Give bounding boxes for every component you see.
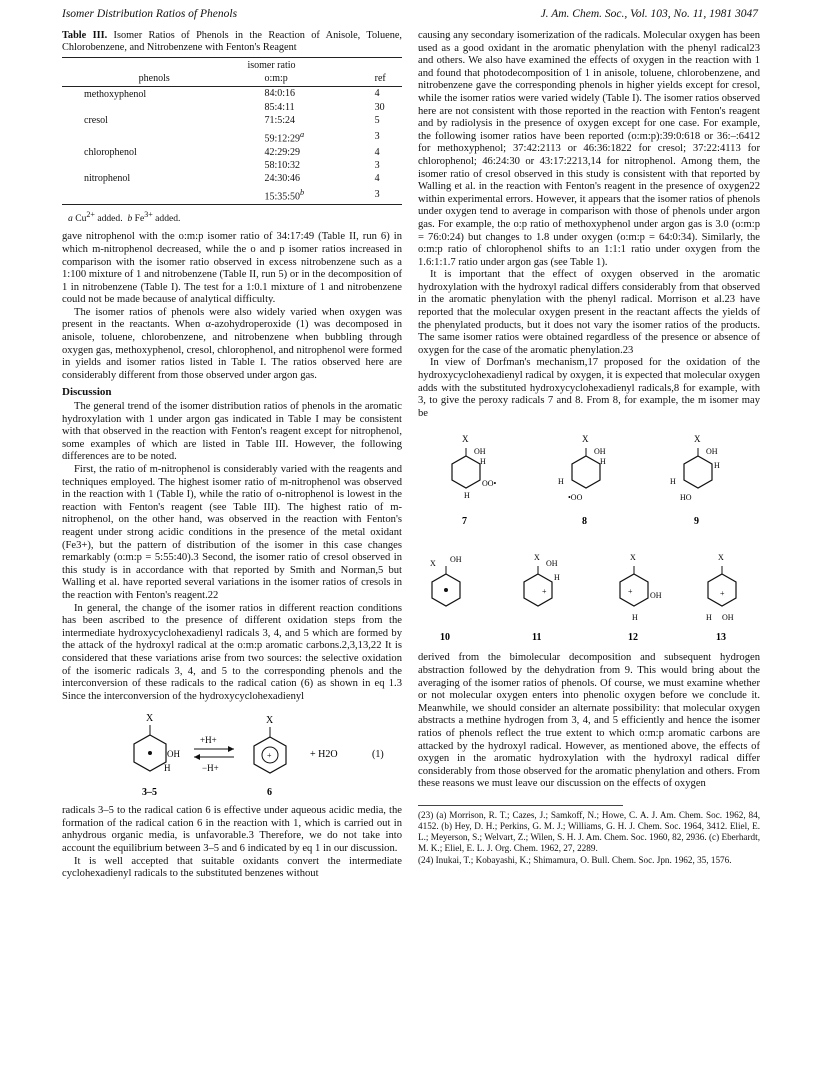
svg-text:X: X xyxy=(694,434,701,445)
cell-ref: 3 xyxy=(374,131,380,142)
eq-label-right: 6 xyxy=(267,787,272,799)
svg-text:H: H xyxy=(600,457,606,467)
cell-phenol: methoxyphenol xyxy=(84,88,147,100)
table-row xyxy=(62,86,402,101)
svg-text:H: H xyxy=(632,613,638,623)
svg-text:H: H xyxy=(164,763,171,774)
svg-text:OH: OH xyxy=(450,555,462,565)
paragraph: radicals 3–5 to the radical cation 6 is effective under aqueous acidic media, the formation of the radical cation 6 in the reaction with 1, which is carried out in anhydrous organic media, is unfavorable.3 Therefore, we do not take into account the equilibrium between 3–5 and 6 indicated by eq 1 in our discussion. xyxy=(62,805,402,855)
cell-ratio: 59:12:29$^a$ xyxy=(264,129,305,145)
isomer-ratio-table xyxy=(62,57,402,205)
table-number: Table III. xyxy=(62,30,108,41)
left-column xyxy=(62,30,402,881)
svg-text:H: H xyxy=(480,457,486,467)
eq-x-left: X xyxy=(146,713,154,725)
reference-list xyxy=(418,810,760,866)
cell-ref: 4 xyxy=(374,88,380,100)
svg-text:H: H xyxy=(706,613,712,623)
col-header-phenols: phenols xyxy=(138,73,170,85)
svg-text:OH: OH xyxy=(546,559,558,569)
cell-ref: 3 xyxy=(374,188,380,200)
table-row xyxy=(62,172,402,185)
struct-label-9: 9 xyxy=(694,516,699,528)
running-title: Isomer Distribution Ratios of Phenols xyxy=(62,8,238,20)
table-row xyxy=(62,101,402,114)
cell-phenol xyxy=(62,186,246,204)
paragraph: gave nitrophenol with the o:m:p isomer ratio of 34:17:49 (Table II, run 6) in which m-nitrophenol decreased, while the o and p isomer ratios increased in comparison with the isomer ratio observed in excess nitrobenzene such as a 1:100 mixture of 1 and nitrobenzene (Table II, run 5) or in the decomposition of 1 in nitrobenzene (Table I). The test for a 1:0.1 mixture of 1 and nitrobenzene could not be made because of analytical difficulty. xyxy=(62,231,402,306)
paragraph: It is important that the effect of oxygen observed in the aromatic hydroxylation with the hydroxyl radical differs considerably from that observed in the aromatic phenylation with the phenyl radical. Morrison et al.23 have reported that the molecular oxygen present in the reactant affects the yields of the phenylated products, but it does not vary the isomer ratios of the products. The same isomer ratios were obtained regardless of the presence or absence of oxygen for the case of the aromatic phenylation.23 xyxy=(418,269,760,356)
svg-text:X: X xyxy=(534,553,540,563)
paragraph: The general trend of the isomer distribution ratios of phenols in the aromatic hydroxylation with 1 under argon gas indicated in Table I may be consistent with that observed in the reaction with Fenton's reagent except for nitrophenol, some examples of which are listed in Table III. However, the following differences are to be noted. xyxy=(62,401,402,463)
cell-ratio: 24:30:46 xyxy=(264,173,301,185)
svg-text:OH: OH xyxy=(722,613,734,623)
struct-label-11: 11 xyxy=(532,632,542,644)
svg-text:+: + xyxy=(267,751,272,761)
table-row xyxy=(62,146,402,159)
eq-number: (1) xyxy=(372,749,384,761)
paragraph: derived from the bimolecular decomposition and subsequent hydrogen abstraction followed by the dehydration from 9. This would bring about the averaging of the isomer ratios of phenols. Of course, we must examine whether or not molecular oxygen enters into phenolic oxygen before we conclude it. Meanwhile, we should consider an alternate possibility: that molecular oxygen abstracts a methine hydrogen from 3, 4, and 5 efficiently and hence the isomer ratios of phenols reflect the true extent to which o:m:p aromatic carbons are attacked by the hydroxyl radical. However, as mentioned above, the effects of oxygen in the aromatic hydroxylation with the hydroxyl radical differ considerably from those observed for the aromatic phenylation and others. From these reasons we must leave our discussion on the effects of oxygen xyxy=(418,652,760,790)
right-body xyxy=(418,30,760,420)
struct-label-10: 10 xyxy=(440,632,450,644)
table-footnote: a $Cu^{2+}$ added. b $Fe^{3+}$ added. xyxy=(68,209,181,224)
reference-entry: (24) Inukai, T.; Kobayashi, K.; Shimamura, O. Bull. Chem. Soc. Jpn. 1962, 35, 1576. xyxy=(418,854,732,865)
svg-text:X: X xyxy=(718,553,724,563)
cell-ref: 30 xyxy=(374,102,385,114)
table-row xyxy=(62,114,402,127)
eq-label-left: 3–5 xyxy=(142,787,157,799)
cell-ref: 4 xyxy=(374,146,380,158)
cell-ref: 3 xyxy=(374,159,380,171)
col-header-ratio: o:m:p xyxy=(264,73,288,85)
cell-ratio: 85:4:11 xyxy=(264,102,295,114)
struct-label-12: 12 xyxy=(628,632,638,644)
equation-1 xyxy=(62,709,402,801)
paragraph: In general, the change of the isomer ratios in different reaction conditions has been ascribed to the presence of different oxidation steps from the intermediate hydroxycyclohexadienyl radicals 3, 4, and 5 which are formed by the attack of the hydroxyl radical at the o:m:p aromatic carbons.2,3,13,22 It is considered that these variations arise from two sources: the selective oxidation of the isomeric radicals 3, 4, and 5 to the corresponding phenols and the interconversion of these radicals to the radical cation (6) as shown in eq 1.3 Since the interconversion of the hydroxycyclohexadienyl xyxy=(62,602,402,702)
cell-phenol: cresol xyxy=(84,115,108,127)
cell-ratio: 58:10:32 xyxy=(264,159,301,171)
right-column xyxy=(418,30,760,867)
struct-label-8: 8 xyxy=(582,516,587,528)
svg-text:OH: OH xyxy=(594,447,606,457)
eq-plus-h: +H+ xyxy=(200,735,217,746)
svg-text:H: H xyxy=(714,461,720,471)
table-caption-text: Isomer Ratios of Phenols in the Reaction of Anisole, Toluene, Chlorobenzene, and Nitrobenzene with Fenton's Reagent xyxy=(62,30,402,54)
reference-entry: (23) (a) Morrison, R. T.; Cazes, J.; Samkoff, N.; Howe, C. A. J. Am. Chem. Soc. 1962, 84, 4152. (b) Hey, D. H.; Perkins, G. M. J.; Williams, G. H. J. Chem. Soc. 1964, 3412. Eliel, E. L.; Meyerson, S.; Welvart, Z.; Wilen, S. H. J. Am. Chem. Soc. 1960, 82, 2936. (c) Eberhardt, M. K.; Eliel, E. L. J. Org. Chem. 1962, 27, 2289. xyxy=(418,809,760,853)
svg-text:H: H xyxy=(554,573,560,583)
table-caption xyxy=(62,30,402,55)
eq-minus-h: −H+ xyxy=(202,763,219,774)
svg-text:OO•: OO• xyxy=(482,479,497,489)
table-row xyxy=(62,128,402,146)
svg-text:H: H xyxy=(670,477,676,487)
svg-text:H: H xyxy=(464,491,470,501)
equation-structures xyxy=(62,709,402,801)
svg-text:X: X xyxy=(462,434,469,445)
paragraph: The isomer ratios of phenols were also widely varied when oxygen was present in the reactants. When α-azohydroperoxide (1) was decomposed in anisole, toluene, chlorobenzene, and nitrobenzene when bubbling through oxygen gas, methoxyphenol, cresol, chlorophenol, and nitrophenol were formed in yields and isomer ratios listed in Table I. The ratios observed here are considerably different from those observed under argon gas. xyxy=(62,306,402,381)
svg-text:OH: OH xyxy=(706,447,718,457)
right-after-struct xyxy=(418,652,760,791)
table-row xyxy=(62,186,402,204)
svg-text:+: + xyxy=(628,587,633,597)
cell-ref: 5 xyxy=(374,115,380,127)
svg-text:HO: HO xyxy=(680,493,692,503)
cell-phenol: nitrophenol xyxy=(84,173,131,185)
cell-ratio: 84:0:16 xyxy=(264,88,296,100)
table-body xyxy=(62,86,402,204)
eq-x-right: X xyxy=(266,715,274,727)
structures-7-9 xyxy=(418,424,760,532)
struct-label-7: 7 xyxy=(462,516,467,528)
svg-text:OH: OH xyxy=(167,749,180,760)
svg-text:OH: OH xyxy=(474,447,486,457)
cell-ratio: 42:29:29 xyxy=(264,146,301,158)
svg-text:H: H xyxy=(558,477,564,487)
svg-text:OH: OH xyxy=(650,591,662,601)
left-body xyxy=(62,231,402,382)
col-header-ref: ref xyxy=(374,73,386,85)
col-header-ratio-top: isomer ratio xyxy=(247,59,296,71)
journal-citation: J. Am. Chem. Soc., Vol. 103, No. 11, 1981 3047 xyxy=(540,8,758,20)
cell-phenol xyxy=(62,101,246,114)
left-after-eq xyxy=(62,805,402,881)
paragraph: First, the ratio of m-nitrophenol is considerably varied with the reagents and techniques employed. The highest isomer ratio of m-nitrophenol was observed in the reaction with 1 (Table I), while the ratio of o-nitrophenol is lowest in the reaction with Fenton's reagent (see Table III). The highest ratio of m-nitrophenol, on the other hand, was observed in the reaction with Fenton's reagent under strong acidic conditions in the presence of the metal oxidant (Fe3+), but the pattern of distribution of the isomer in this case changes remarkably (o:m:p = 5:55:40).3 Second, the isomer ratio of cresol observed in this study is in accordance with that reported by Smith and Norman,5 but Walling et al. have reported several variations in the isomer ratios of cresols in the reaction with Fenton's reagent.22 xyxy=(62,464,402,601)
section-heading: Discussion xyxy=(62,386,112,399)
cell-phenol xyxy=(62,159,246,172)
svg-text:+: + xyxy=(720,589,725,599)
cell-ref: 4 xyxy=(374,173,380,185)
svg-text:X: X xyxy=(630,553,636,563)
discussion-body xyxy=(62,401,402,703)
struct-label-13: 13 xyxy=(716,632,726,644)
cell-phenol: chlorophenol xyxy=(84,146,137,158)
svg-text:•OO: •OO xyxy=(568,493,583,503)
eq-water: + H2O xyxy=(310,749,338,761)
structures-10-13 xyxy=(418,536,760,648)
running-header xyxy=(62,8,758,26)
paragraph: It is well accepted that suitable oxidants convert the intermediate cyclohexadienyl radicals to the substituted benzenes without xyxy=(62,855,402,880)
cell-ratio: 15:35:50$^b$ xyxy=(264,187,305,203)
svg-text:+: + xyxy=(542,587,547,597)
cell-ratio: 71:5:24 xyxy=(264,115,296,127)
svg-text:X: X xyxy=(430,559,436,569)
cell-phenol xyxy=(62,128,246,146)
paragraph: causing any secondary isomerization of the radicals. Molecular oxygen has been used as a good oxidant in the aromatic phenylation with the phenyl radical23 and others. We also have examined the effects of oxygen in the reaction with 1 and found that photodecomposition of 1 in anisole, toluene, chlorobenzene, and nitrobenzene gave the corresponding phenols in higher yields except for cresol, while the isomer ratios were varied widely (Table I). The isomer ratios observed here are not consistent with those reported in the reaction with Fenton's reagent and by radiolysis in the presence of oxygen except for one case. For example, the following isomer ratios have been reported (o:m:p):39:0:618 or 36:–:6412 for methoxyphenol; 37:42:2113 or 46:36:1822 for cresol; 37:22:4113 for chlorophenol; 46:24:30 or 43:17:2213,14 for nitrophenol. Among them, the isomer ratio of cresol observed in this study is consistent with that reported by Walling et al. in the reaction with Fenton's reagent in the presence of oxygen22 within experimental errors. However, it appears that the isomer ratios of phenols under oxygen tend to average in comparison with those of phenols under argon gas. For example, the o:p ratio of methoxyphenol under argon gas is 3.0 (o:m:p = 76:0:24) but changes to 1.8 under oxygen (o:m:p = 64:0:34). Similarly, the o:m:p ratio of chlorophenol shifts to an 1:1:1 ratio under oxygen from the 1.6:1:1.7 ratio under argon gas (see Table 1). xyxy=(418,30,760,268)
svg-text:X: X xyxy=(582,434,589,445)
paragraph: In view of Dorfman's mechanism,17 proposed for the oxidation of the hydroxycyclohexadienyl radical by oxygen, it is expected that molecular oxygen adds with the substituted hydroxycyclohexadienyl radicals,8 for example, with 3, to give the peroxy radicals 7 and 8. From 8, for example, the m isomer may be xyxy=(418,357,760,419)
table-row xyxy=(62,159,402,172)
